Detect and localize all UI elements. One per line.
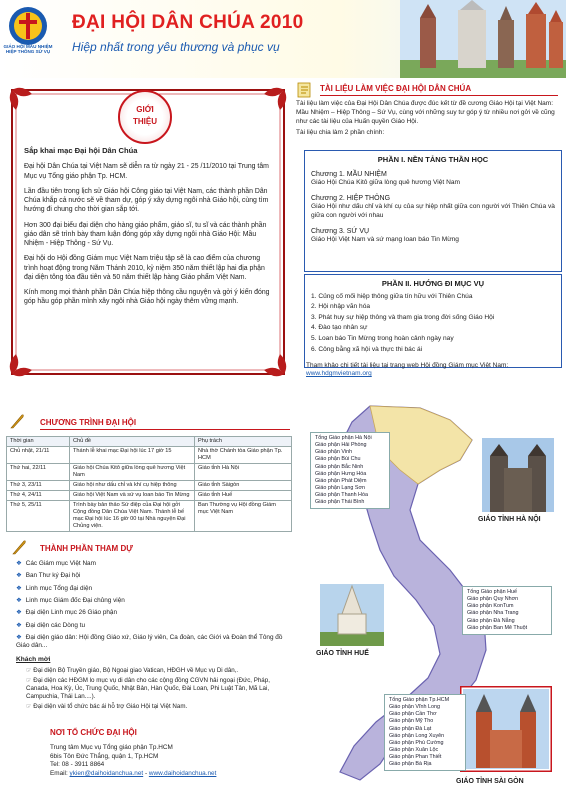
docs-desc-text: Tài liệu làm việc của Đại Hội Dân Chúa được đúc kết từ đề cương Giáo Hội tại Việt Nam: Mầu Nhiệm – Hiệp Thông – Sứ Vụ, cùng với những suy tư góp ý từ nhiều nơi gởi về cũng như các tài liệu của Huấn quyền Giáo Hội. [296,100,555,125]
saigon-dioceses-list: Tổng Giáo phận Tp.HCM Giáo phận Vĩnh Long Giáo phận Cần Thơ Giáo phận Mỹ Tho Giáo phận Đà Lạt Giáo phận Long Xuyên Giáo phận Phú Cường Giáo phận Xuân Lộc Giáo phận Phan Thiết Giáo phận Bà Rịa [384,694,466,771]
participants-title: THÀNH PHẦN THAM DỰ [40,544,133,553]
docs-desc2-text: Tài liệu chia làm 2 phần chính: [296,129,385,137]
cell: Thứ 4, 24/11 [7,490,70,500]
logo-text: GIÁO HỘI MẪU NHIỆM HIỆP THÔNG SỨ VỤ [3,44,53,55]
docs-title-rule [320,95,558,96]
docs-ref-text: Tham khảo chi tiết tài liệu tại trang web Hội đồng Giám mục Việt Nam: [306,362,509,369]
list-item: ❖ Đại diện các Dòng tu [16,621,86,629]
ch2-title: Chương 2. HIỆP THÔNG [311,194,391,202]
organizer-contacts: Email: ykien@daihoidanchua.net - www.daihoidanchua.net [50,769,217,777]
table-row [7,490,292,500]
cell: Giáo tỉnh Hà Nội [195,463,292,480]
ch1-text: Giáo Hội Chúa Kitô giữa lòng quê hương Việt Nam [311,179,461,187]
cell: Trình bày bản thảo Sứ điệp của Đại hội gởi Cộng đồng Dân Chúa Việt Nam. Thánh lễ bế mạc Đại hội lúc 16 giờ 00 tại Nhà nguyện Đại Chủng viện. [70,500,195,531]
list-item: ☞ Đại diện các HĐGM lo mục vụ di dân cho các cộng đồng CGVN hải ngoại (Đức, Pháp, Canada, Hoa Kỳ, Úc, Trung Quốc, Nhật Bản, Hàn Quốc, Đài Loan, Phi Luật Tân, Mã Lai, Campuchia, Thái Lan....). [26,676,270,700]
table-row [7,446,292,463]
part1-title: PHẦN I. NỀN TẢNG THẦN HỌC [377,155,489,164]
intro-p4: Đại hội do Hội đồng Giám mục Việt Nam triệu tập sẽ là cao điểm của chương trình hoạt động trong Năm Thánh 2010, kỷ niệm 350 năm thiết lập hai địa phận đại diện tông tòa đầu tiên và 50 năm thiết lập hàng Giáo phẩm Việt Nam. [24,255,265,281]
ch2-text: Giáo Hội như dấu chỉ và khí cụ của sự hiệp nhất giữa con người với Thiên Chúa và giữa con người với nhau [311,203,555,219]
col-header: Chủ đề [70,437,195,447]
organizer-title: NƠI TỔ CHỨC ĐẠI HỘI [50,728,137,737]
hanoi-caption: GIÁO TỈNH HÀ NỘI [478,516,541,523]
hue-dioceses-list: Tổng Giáo phận Huế Giáo phận Quy Nhơn Giáo phận KonTum Giáo phận Nha Trang Giáo phận Đà Nẵng Giáo phận Ban Mê Thuột [462,586,552,635]
ch3-title: Chương 3. SỨ VỤ [311,227,370,235]
cell: Giáo tỉnh Sàigòn [195,480,292,490]
hanoi-dioceses-list: Tổng Giáo phận Hà Nội Giáo phận Hải Phòng Giáo phận Vinh Giáo phận Bùi Chu Giáo phận Bắc Ninh Giáo phận Hưng Hóa Giáo phận Phát Diệm Giáo phận Lạng Sơn Giáo phận Thanh Hóa Giáo phận Thái Bình [310,432,390,509]
quill-icon [10,538,28,556]
cell: Giáo hội như dấu chỉ và khí cụ hiệp thông [70,480,195,490]
schedule-title: CHƯƠNG TRÌNH ĐẠI HỘI [40,418,137,427]
part2-item: 1. Củng cố mối hiệp thông giữa tín hữu với Thiên Chúa [311,292,473,300]
document-icon [296,82,316,98]
logo-icon [4,4,52,74]
list-item: ❖ Đại diện giáo dân: Hội đồng Giáo xứ, Giáo lý viên, Ca đoàn, các Giới và Đoàn thể Tông đồ Giáo dân... [16,633,283,650]
church-banner-image [400,0,566,78]
cell: Giáo hội Chúa Kitô giữa lòng quê hương Việt Nam [70,463,195,480]
docs-reference [306,362,556,379]
cell: Chủ nhật, 21/11 [7,446,70,463]
list-item: ☞ Đại diện Bộ Truyền giáo, Bộ Ngoại giao Vatican, HĐGH về Mục vụ Di dân,. [26,666,239,674]
saigon-cathedral-image [460,686,552,772]
cell: Nhà thờ Chánh tòa Giáo phận Tp. HCM [195,446,292,463]
list-item: ❖ Đại diện Linh mục 26 Giáo phận [16,609,118,617]
list-item: ❖ Các Giám mục Việt Nam [16,560,96,567]
docs-description [296,100,558,138]
docs-ref-link[interactable]: www.hdgmvietnam.org [306,370,372,378]
organizer-info [50,744,290,779]
docs-title: TÀI LIỆU LÀM VIỆC ĐẠI HỘI DÂN CHÚA [320,84,472,93]
quill-icon [8,412,26,430]
part2-title: PHẦN II. HƯỚNG ĐI MỤC VỤ [381,279,485,288]
intro-p1: Đại hội Dân Chúa tại Việt Nam sẽ diễn ra từ ngày 21 - 25 /11/2010 tại Trung tâm Mục vụ Tổng giáo phận Tp. HCM. [24,163,269,180]
cell: Thứ 5, 25/11 [7,500,70,531]
table-row [7,480,292,490]
part2-item: 5. Loan báo Tin Mừng trong hoàn cảnh ngày nay [311,335,454,342]
schedule-title-rule [40,429,290,430]
intro-text [24,146,274,313]
intro-p2: Lần đầu tiên trong lịch sử Giáo hội Công giáo tại Việt Nam, các thành phần Dân Chúa khắp cả nước sẽ về tham dự, góp ý xây dựng ngôi nhà Giáo hội, cùng tìm hướng đi chung cho thời gian sắp tới. [24,187,269,214]
list-item: ❖ Linh mục Tổng đại diện [16,584,93,592]
part2-item: 6. Công bằng xã hội và thực thi bác ái [311,345,423,353]
part2-item: 4. Đào tạo nhân sự [311,324,368,332]
part2-box [304,274,562,368]
saigon-caption: GIÁO TỈNH SÀI GÒN [456,778,524,785]
table-row [7,500,292,531]
intro-p3: Hơn 300 đại biểu đại diện cho hàng giáo phẩm, giáo sĩ, tu sĩ và các thành phần giáo dân sẽ trình bày tham luận đóng góp xây dựng ngôi nhà Giáo Hội: Mầu Nhiệm - Hiệp Thông - Sứ Vụ. [24,221,267,247]
page-header [0,0,566,78]
cell: Thứ 3, 23/11 [7,480,70,490]
participants-list [16,560,292,655]
schedule-table [6,436,292,532]
list-item: ❖ Ban Thư ký Đại hội [16,572,81,580]
ch3-text: Giáo Hội Việt Nam và sứ mạng loan báo Tin Mừng [311,236,459,244]
col-header: Phụ trách [195,437,292,447]
part2-item: 3. Phát huy sự hiệp thông và tham gia trong đời sống Giáo Hội [311,313,495,321]
intro-p5: Kính mong mọi thành phần Dân Chúa hiệp thông cầu nguyện và gởi ý kiến đóng góp hầu góp phần mình xây ngôi nhà Giáo hội ngày thêm vững mạnh. [24,289,270,306]
hue-caption: GIÁO TỈNH HUẾ [316,650,369,657]
list-item: ☞ Đại diện vài tổ chức bác ái hỗ trợ Giáo Hội tại Việt Nam. [26,702,188,710]
table-header-row [7,437,292,447]
hue-cathedral-image [320,584,384,646]
organizer-line: Tel: 08 - 3911 8864 [50,761,105,769]
badge-line2: THIỆU [133,117,157,126]
cell: Giáo hội Việt Nam và sứ vụ loan báo Tin Mừng [70,490,195,500]
col-header: Thời gian [7,437,70,447]
guests-title: Khách mời [16,656,51,663]
intro-heading: Sắp khai mạc Đại hội Dân Chúa [24,146,138,155]
website-link[interactable]: www.daihoidanchua.net [148,769,217,777]
page-title: ĐẠI HỘI DÂN CHÚA 2010 [72,12,304,33]
cell: Giáo tỉnh Huế [195,490,292,500]
intro-badge [118,90,172,144]
list-item: ❖ Linh mục Giám đốc Đại chủng viện [16,596,125,604]
cell: Thánh lễ khai mạc Đại hội lúc 17 giờ 15 [70,446,195,463]
email-link[interactable]: ykien@daihoidanchua.net [69,769,144,777]
part2-item: 2. Hội nhập văn hóa [311,303,371,311]
part2-list [311,293,555,354]
cell: Ban Thường vụ Hội đồng Giám mục Việt Nam [195,500,292,531]
guests-section [16,656,292,711]
organizer-line: Trung tâm Mục vụ Tổng giáo phận Tp.HCM [50,744,173,751]
part1-box [304,150,562,272]
organizer-line: 6bis Tôn Đức Thắng, quận 1, Tp.HCM [50,752,159,760]
hanoi-cathedral-image [482,438,554,512]
page-subtitle: Hiệp nhất trong yêu thương và phục vụ [72,40,280,54]
cell: Thứ hai, 22/11 [7,463,70,480]
badge-line1: GIỚI [136,105,154,114]
table-row [7,463,292,480]
ch1-title: Chương 1. MẦU NHIỆM [311,170,387,178]
